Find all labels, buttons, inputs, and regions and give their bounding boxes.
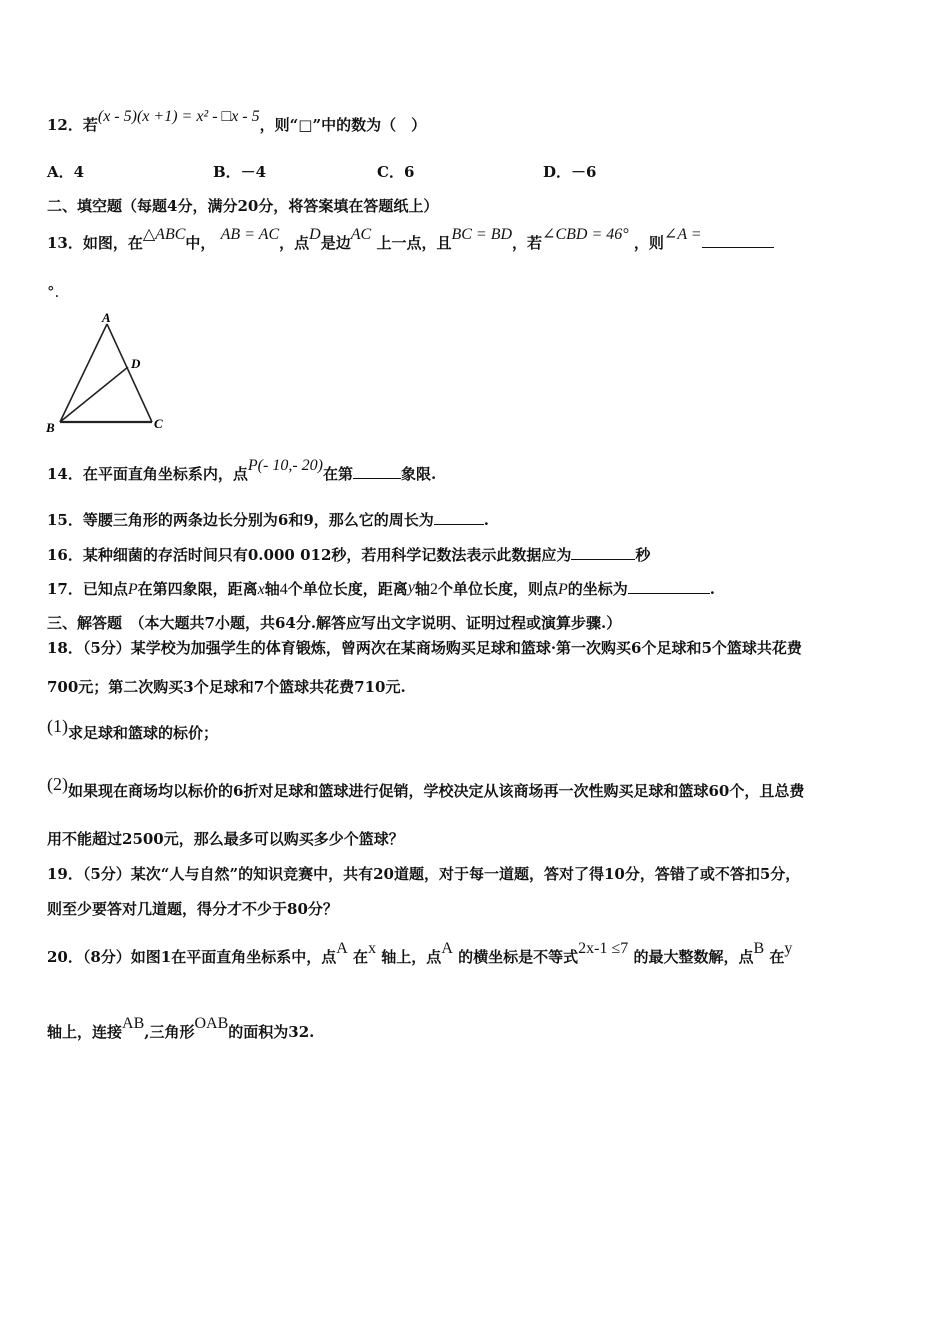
q18-sub-2 [47,774,910,801]
question-17 [47,579,910,600]
q12-number: 12．若 [47,116,98,134]
q17-p: P [127,581,138,598]
q20-text-3: 轴上，点 [381,948,442,966]
q13-text-6: ，若 [512,234,543,252]
q17-text-1: 17．已知点 [47,580,128,598]
q20-a: A [336,940,348,957]
q12-options [47,162,910,184]
q14-text-2: 在第 [322,465,353,483]
q14-text-1: 14．在平面直角坐标系内，点 [47,465,248,483]
q18-line-1: 18．（5分）某学校为加强学生的体育锻炼，曾两次在某商场购买足球和篮球·第一次购买6个足球和5个篮球共花费 [47,639,802,657]
q20-oab: OAB [194,1015,229,1032]
q20-text-4: 的横坐标是不等式 [458,948,579,966]
q17-p2: P [557,581,568,598]
q20-y: y [784,940,793,957]
q17-text-2: 在第四象限，距离 [137,580,258,598]
label-d: D [131,356,141,371]
q13-answer-blank [702,233,774,248]
question-12 [47,108,910,136]
q14-text-3: 象限. [401,465,437,483]
q20-text-1: 20．（8分）如图1在平面直角坐标系中，点 [47,948,337,966]
q17-text-3: 轴 [264,580,280,598]
q17-n4: 4 [279,581,288,598]
q13-text-5: 上一点，且 [376,234,452,252]
label-c: C [154,416,163,431]
q12-option-a: A．4 [47,163,85,181]
q17-text-6: 个单位长度，则点 [437,580,558,598]
q16-tail: 秒 [635,546,651,564]
q17-y: y [407,579,415,596]
q20-a2: A [441,940,453,957]
triangle-figure [40,310,180,440]
q17-text-7: 的坐标为 [567,580,628,598]
q19-line-1: 19．（5分）某次“人与自然”的知识竞赛中，共有20道题，对于每一道题，答对了得10分，答错了或不答扣5分， [47,865,801,883]
question-16 [47,545,910,565]
q13-angle: ∠CBD = 46° [542,226,629,243]
q18-sub-1-text: 求足球和篮球的标价； [68,724,219,742]
q20-inequality: 2x-1 ≤7 [578,940,629,957]
question-13 [47,226,910,254]
q17-text-5: 轴 [414,580,430,598]
q12-tail: ，则“□”中的数为（ ） [259,116,427,134]
label-b: B [46,420,55,435]
q18-line-2: 700元；第二次购买3个足球和7个篮球共花费710元. [47,678,406,696]
label-a: A [102,310,111,325]
q13-unit: °. [47,283,60,301]
q18-sub-1-label: (1) [47,716,68,736]
q20-text-2: 在 [353,948,369,966]
q18-sub-2-label: (2) [47,774,68,794]
q12-option-d: D．－6 [543,163,597,181]
q13-triangle: △ABC [142,226,186,243]
edge-bd [60,367,128,422]
q18-sub-2-line-2: 用不能超过2500元，那么最多可以购买多少个篮球？ [47,830,404,848]
q13-text-2: 中， [185,234,216,252]
q20-x: x [368,940,377,957]
q20-text-5: 的最大整数解，点 [633,948,754,966]
q17-text-4: 个单位长度，距离 [287,580,408,598]
q13-text-3: ，点 [279,234,310,252]
q16-text: 16．某种细菌的存活时间只有0.000 012秒，若用科学记数法表示此数据应为 [47,546,572,564]
q18-sub-2-text: 如果现在商场均以标价的6折对足球和篮球进行促销，学校决定从该商场再一次性购买足球和篮球60个，且总费 [68,782,805,800]
q13-text-4: 是边 [320,234,351,252]
q16-answer-blank [571,545,635,560]
question-20 [47,940,910,968]
q13-eq2: BC = BD [451,226,513,243]
q12-expression: (x - 5)(x +1) = x² - □x - 5 [97,108,260,125]
q17-tail: . [709,580,715,598]
q17-x: x [257,581,265,598]
q12-option-c: C．6 [377,163,415,181]
q20-line-2 [47,1015,910,1043]
question-14 [47,457,910,485]
q20-text-6: 在 [769,948,785,966]
q20-text-9: 的面积为32. [228,1023,315,1041]
edge-ab [60,324,107,422]
section-3-heading: 三、解答题 （本大题共7小题，共64分.解答应写出文字说明、证明过程或演算步骤.） [47,614,622,632]
q15-text: 15．等腰三角形的两条边长分别为6和9，那么它的周长为 [47,511,434,529]
q12-option-b: B．－4 [213,163,267,181]
q18-sub-1 [47,716,910,743]
q17-n2: 2 [429,581,438,598]
q20-text-7: 轴上，连接 [47,1023,123,1041]
q13-point-d: D [309,226,321,243]
question-15 [47,510,910,530]
q15-tail: . [483,511,489,529]
q17-answer-blank [628,579,710,594]
q19-line-2: 则至少要答对几道题，得分才不少于80分？ [47,900,338,918]
q13-ac: AC [350,226,372,243]
q20-text-8: ,三角形 [144,1023,195,1041]
edge-ac [107,324,152,422]
q13-angle-a: ∠A = [663,226,702,243]
q20-ab: AB [122,1015,145,1032]
q14-point: P(- 10,- 20) [247,457,323,474]
q14-answer-blank [353,464,401,479]
q20-b: B [753,940,765,957]
q13-text-7: ，则 [633,234,664,252]
q13-text-1: 13．如图，在 [47,234,143,252]
q13-eq1: AB = AC [220,226,280,243]
q15-answer-blank [434,510,484,525]
section-2-heading: 二、填空题（每题4分，满分20分，将答案填在答题纸上） [47,197,439,215]
